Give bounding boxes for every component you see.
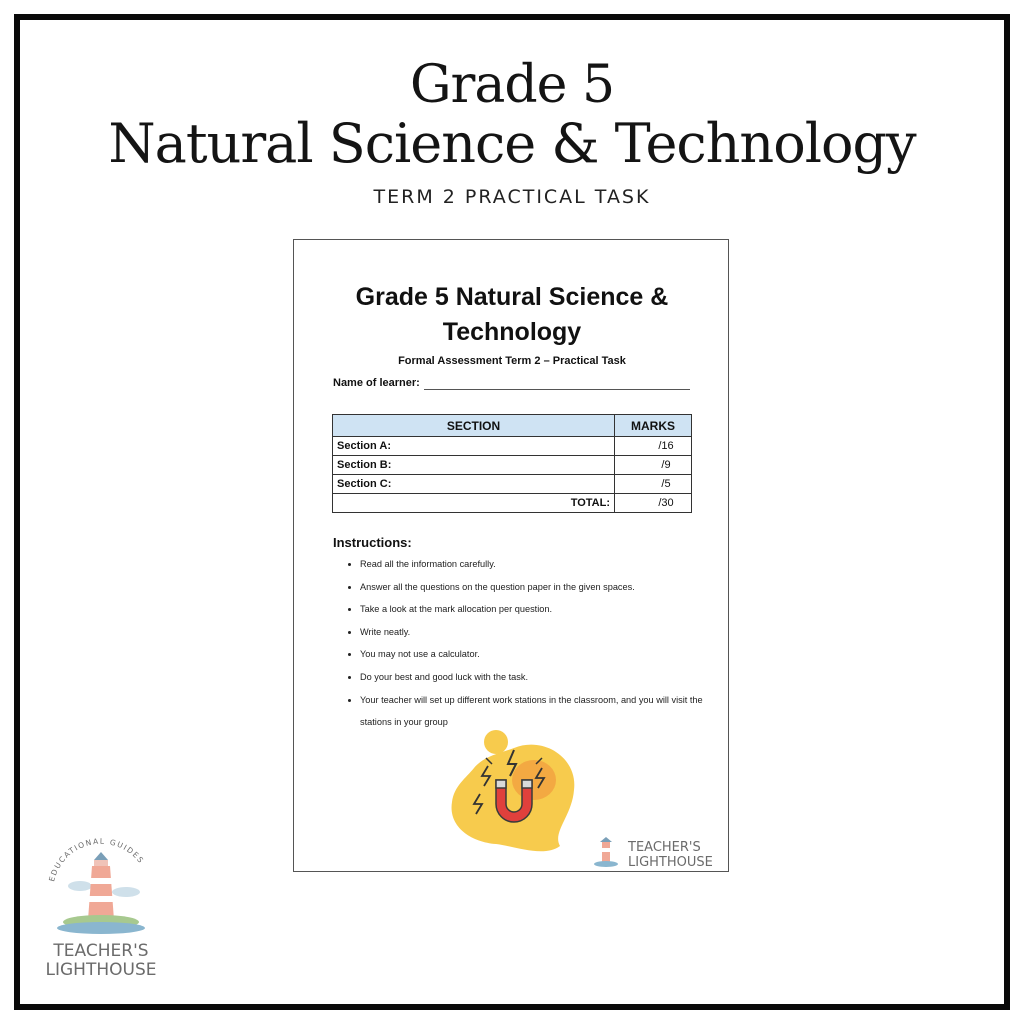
document-logo-line1: TEACHER'S (628, 840, 701, 855)
list-item: • Answer all the questions on the question paper in the given spaces. (360, 576, 720, 599)
marks-table (332, 414, 692, 513)
lighthouse-icon (57, 852, 145, 934)
document-logo-line2: LIGHTHOUSE (628, 855, 713, 870)
logo-line2: LIGHTHOUSE (45, 960, 157, 980)
list-item: • Read all the information carefully. (360, 553, 720, 576)
total-label: TOTAL: (333, 494, 615, 513)
total-marks: /30 (615, 494, 692, 513)
section-header: SECTION (333, 415, 615, 437)
document-title (294, 280, 730, 350)
lighthouse-icon (594, 837, 618, 867)
list-item: • Your teacher will set up different work stations in the classroom, and you will visit the stations in your group (360, 689, 720, 734)
table-row (333, 437, 692, 456)
section-b-marks: /9 (615, 456, 692, 475)
marks-header: MARKS (615, 415, 692, 437)
logo-arc-text-path: EDUCATIONAL GUIDES (47, 836, 147, 883)
document-preview (293, 239, 729, 872)
document-subtitle: Formal Assessment Term 2 – Practical Task (398, 355, 626, 367)
instructions-heading: Instructions: (333, 535, 412, 550)
section-a-label: Section A: (333, 437, 615, 456)
table-row (333, 475, 692, 494)
document-title-text: Grade 5 Natural Science & Technology (355, 283, 669, 346)
section-b-label: Section B: (333, 456, 615, 475)
cover-subtitle: TERM 2 PRACTICAL TASK (373, 186, 651, 208)
section-c-marks: /5 (615, 475, 692, 494)
cover-title-grade: Grade 5 (409, 55, 615, 115)
document-logo (594, 834, 724, 870)
list-item: • You may not use a calculator. (360, 643, 720, 666)
table-row (333, 456, 692, 475)
corner-logo (36, 820, 166, 980)
section-a-marks: /16 (615, 437, 692, 456)
cover-title-subject: Natural Science & Technology (108, 112, 916, 175)
learner-name-line (424, 389, 690, 390)
list-item: • Do your best and good luck with the task. (360, 666, 720, 689)
learner-name-label: Name of learner: (333, 377, 420, 389)
marks-table-header (333, 415, 692, 437)
table-total-row (333, 494, 692, 513)
list-item: • Write neatly. (360, 621, 720, 644)
section-c-label: Section C: (333, 475, 615, 494)
instructions-list (338, 553, 720, 734)
magnet-icon (444, 728, 584, 858)
list-item: • Take a look at the mark allocation per question. (360, 598, 720, 621)
logo-line1: TEACHER'S (53, 941, 149, 961)
